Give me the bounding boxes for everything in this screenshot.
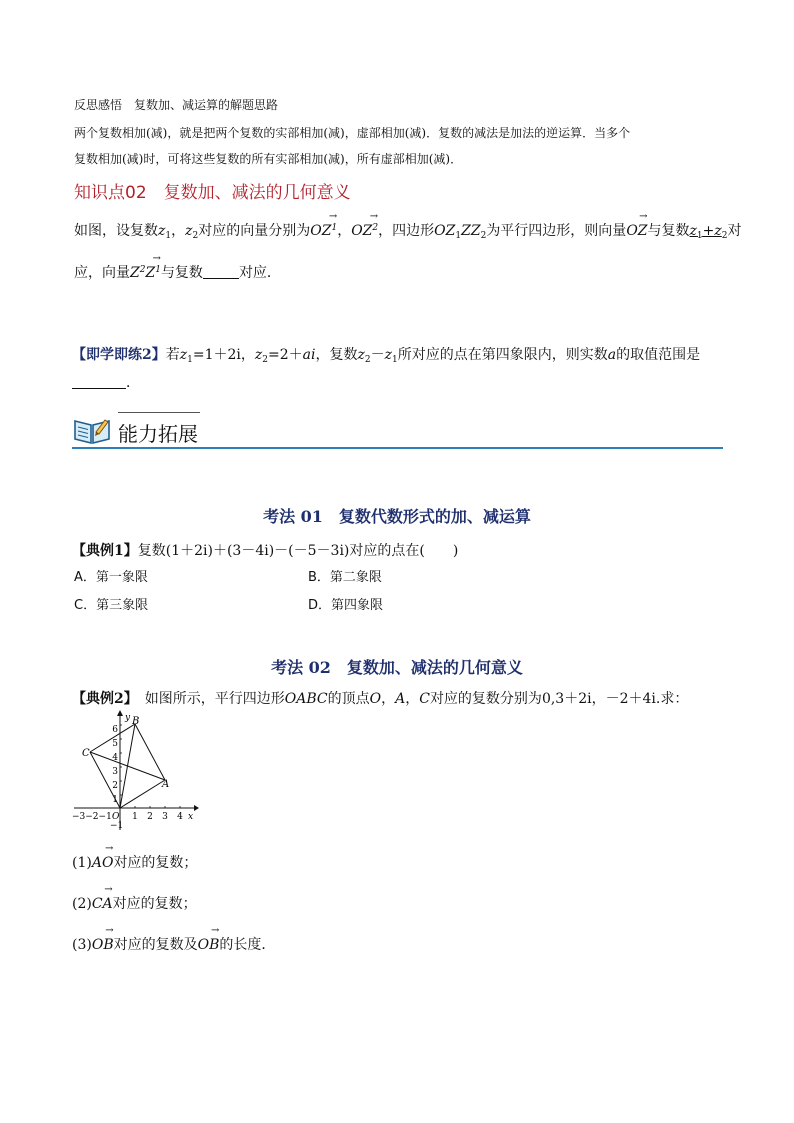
kp-z2: z xyxy=(185,223,193,239)
reflection-line-1: 两个复数相加(减)，就是把两个复数的实部相加(减)，虚部相加(减)．复数的减法是加法的逆运算．当多个 xyxy=(74,126,631,140)
section-title: 能力拓展 xyxy=(118,422,198,446)
option-d[interactable]: D．第四象限 xyxy=(308,598,384,613)
book-pencil-icon xyxy=(72,415,112,445)
example-text: 复数(1＋2i)＋(3－4i)－(－5－3i)对应的点在( ) xyxy=(137,543,459,559)
kp-text: 对应的向量分别为 xyxy=(198,223,311,239)
kp-text: 与复数 xyxy=(647,223,690,239)
answer-blank[interactable] xyxy=(203,264,239,279)
practice-text: 所对应的点在第四象限内，则实数 xyxy=(397,347,608,363)
y-tick-label: 2 xyxy=(112,781,118,791)
example-text: 如图所示，平行四边形 xyxy=(130,691,285,707)
knowledge-paragraph-line-2 xyxy=(74,262,281,282)
practice-2: 【即学即练2】若$z_1=1+2i$，$z_2=2+ai$，复数$z_2-z_1$所对应的点在第四象限内，则实数a的取值范围是 xyxy=(72,347,701,365)
kp-text: 与复数 xyxy=(160,265,203,281)
y-tick-label: 3 xyxy=(112,767,118,777)
practice-2-blank-line: ． xyxy=(72,372,140,392)
x-tick-label: 1 xyxy=(132,812,138,822)
segment-ab xyxy=(135,724,165,780)
option-a[interactable]: A．第一象限 xyxy=(74,570,148,585)
example-2: 【典例2】 如图所示，平行四边形OABC的顶点O，A，C对应的复数分别为0,3＋2i，－2＋4i.求： xyxy=(72,691,689,707)
y-axis-label: y xyxy=(125,713,131,723)
vector-oz2: → $OZ^2$ xyxy=(351,223,378,239)
kp-sub: 2 xyxy=(192,231,199,241)
x-axis-arrow xyxy=(194,805,199,811)
y-tick-label: 5 xyxy=(112,739,118,749)
kp-text: ，四边形 xyxy=(378,223,435,239)
question-2: (2)→ CA对应的复数； xyxy=(72,893,197,913)
option-b[interactable]: B．第二象限 xyxy=(308,570,382,585)
coordinate-figure xyxy=(70,708,200,832)
kp-text: 对应． xyxy=(238,265,281,281)
x-tick-labels-negative: −3−2−1 xyxy=(72,812,112,822)
practice-text: 若 xyxy=(165,347,180,363)
origin-label: O xyxy=(112,812,120,822)
kp-z1: z xyxy=(158,223,166,239)
practice-text: =1＋2i， xyxy=(192,347,255,363)
kp-text: ， xyxy=(171,223,186,239)
practice-tag: 【即学即练2】 xyxy=(72,347,166,363)
practice-text: 的取值范围是 xyxy=(616,347,701,363)
section-divider xyxy=(72,447,723,449)
method-2-title: 考法 02 复数加、减法的几何意义 xyxy=(271,658,523,677)
reflection-title: 反思感悟 复数加、减运算的解题思路 xyxy=(74,98,279,112)
practice-text: ，复数 xyxy=(315,347,358,363)
example-1 xyxy=(72,540,458,560)
point-a-label: A xyxy=(162,779,170,790)
kp-text: 为平行四边形，则向量 xyxy=(486,223,627,239)
method-1-title: 考法 01 复数代数形式的加、减运算 xyxy=(263,507,531,526)
y-tick-label: 1 xyxy=(112,795,118,805)
kp-text: 应，向量 xyxy=(74,265,130,281)
kp-quad-mid: ZZ xyxy=(461,223,481,239)
kp-text: 如图，设复数 xyxy=(74,223,158,239)
vector-z2z1: → $Z^2Z^1$ xyxy=(130,265,161,281)
kp-quad: OZ xyxy=(434,223,456,239)
x-tick-label: 2 xyxy=(147,812,153,822)
segment-oa xyxy=(120,780,165,808)
practice-text: =2＋ xyxy=(268,347,303,363)
vector-oz1: → $OZ^1$ xyxy=(310,223,337,239)
knowledge-point-title: 知识点02 复数加、减法的几何意义 xyxy=(74,183,351,203)
question-1: (1)→ AO对应的复数； xyxy=(72,852,197,872)
point-c-label: C xyxy=(82,748,90,759)
kp-sub: 1 xyxy=(165,231,172,241)
vector-ob: → OB xyxy=(198,937,220,953)
question-3: (3)→ OB对应的复数及→ OB的长度． xyxy=(72,934,275,954)
y-axis-arrow xyxy=(117,710,123,716)
kp-text: ， xyxy=(337,223,352,239)
y-tick-label-minus-one: −1 xyxy=(110,821,124,831)
vector-ob: → OB xyxy=(92,937,114,953)
option-c[interactable]: C．第三象限 xyxy=(74,598,149,613)
x-tick-label: 4 xyxy=(177,812,183,822)
kp-sub: 2 xyxy=(480,231,487,241)
banner-top-line xyxy=(118,412,200,413)
reflection-line-2: 复数相加(减)时，可将这些复数的所有实部相加(减)，所有虚部相加(减)． xyxy=(74,152,463,166)
kp-text: 对 xyxy=(727,223,742,239)
example-tag: 【典例1】 xyxy=(72,543,138,559)
point-b-label: B xyxy=(132,716,140,727)
diagonal-ca xyxy=(90,752,165,780)
x-tick-label: 3 xyxy=(162,812,168,822)
kp-sub: 1 xyxy=(455,231,462,241)
y-tick-label: 4 xyxy=(112,753,118,763)
answer-blank[interactable] xyxy=(72,374,126,389)
kp-sum-expression: $z_1+z_2$ xyxy=(689,223,728,241)
x-axis-label: x xyxy=(188,812,194,822)
vector-oz: → OZ xyxy=(626,223,647,239)
vector-ca: → CA xyxy=(92,896,113,912)
knowledge-paragraph-line-1 xyxy=(74,220,742,241)
practice-ai: ai xyxy=(302,347,316,363)
vector-ao: → AO xyxy=(92,855,114,871)
example-tag: 【典例2】 xyxy=(72,691,131,707)
y-tick-label: 6 xyxy=(112,725,118,735)
